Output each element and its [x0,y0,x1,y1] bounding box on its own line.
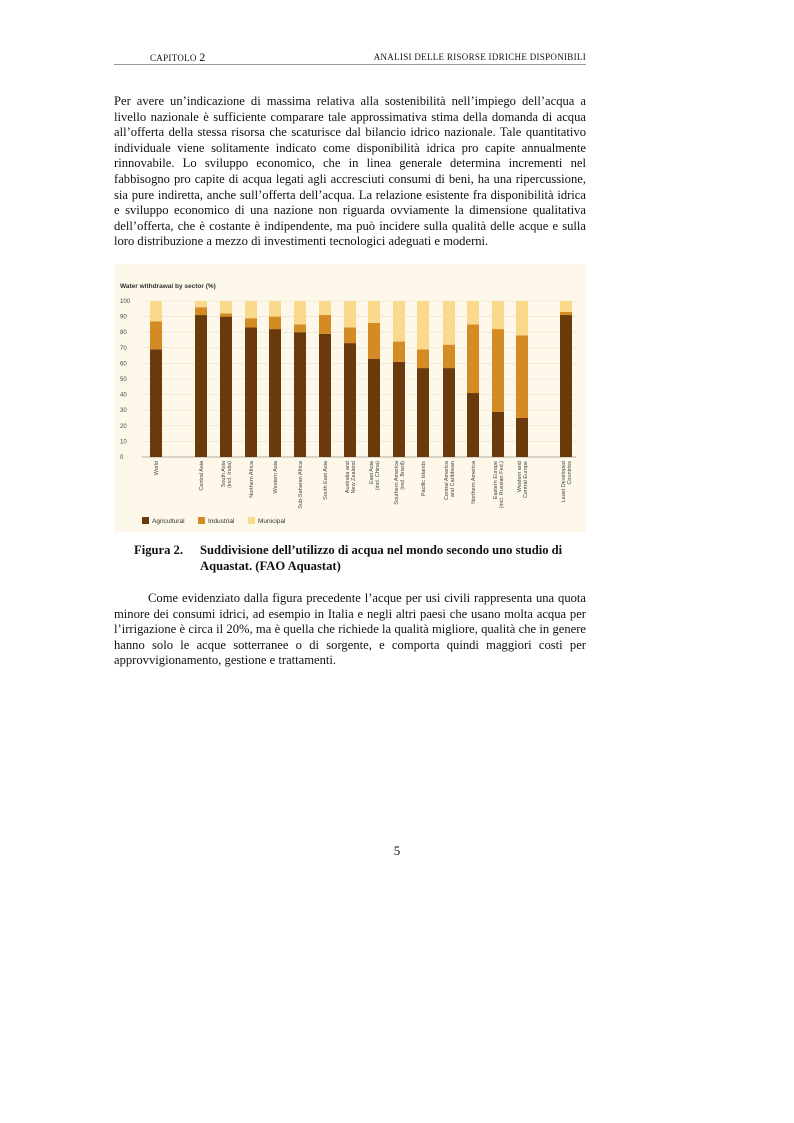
bar-segment-agricultural [344,343,356,457]
x-tick-label-text [444,460,456,500]
bar-segment-industrial [393,342,405,362]
bar-segment-agricultural [516,418,528,457]
bar-segment-industrial [443,345,455,368]
running-header [114,48,586,65]
x-tick-label-line: Countries [567,461,573,485]
bar-segment-municipal [294,301,306,324]
paragraph-intro: Per avere un’indicazione di massima relativa alla sostenibilità nell’impiego dell’acqua a livello nazionale è sufficiente comparare tale approssimativa stima della domanda di acqua all’offerta della stessa risorsa che scaturisce dal bilancio idrico nazionale. Tale quantitativo individuale viene solitamente indicato come disponibilità idrica pro capite annualmente rinnovabile. Lo sviluppo economico, che in linea generale determina incrementi nel fabbisogno pro capite di acqua legati agli accresciuti consumi di beni, ha una ripercussione, sia pure indiretta, anche sull’offerta dell’acqua. La relazione esistente fra disponibilità idrica e sviluppo economico di una nazione non riguarda ovviamente la dimensione qualitativa dell’offerta, che è costante è indipendente, ma può incidere sulla qualità delle acque e sulla loro distribuzione a mezzo di investimenti tecnologici adeguati e moderni. [114,94,586,249]
bar-segment-industrial [344,328,356,344]
bar-segment-municipal [393,301,405,342]
x-tick-label-line: (incl. Brazil) [400,461,406,490]
x-tick-label [199,460,205,491]
y-tick-label: 0 [120,455,124,461]
y-tick-label: 20 [120,423,127,430]
bar-segment-municipal [195,301,207,307]
x-tick-label [221,460,233,488]
bar-segment-municipal [492,301,504,329]
y-tick-label: 80 [120,330,127,337]
bar-segment-industrial [417,349,429,368]
bar-segment-industrial [269,317,281,329]
x-tick-label-line: South Asia [221,461,227,488]
x-tick-label-text [249,460,255,498]
x-tick-label [444,460,456,500]
bar-segment-agricultural [467,393,479,457]
x-tick-label [273,460,279,493]
chapter-label: CAPITOLO 2 [150,50,206,64]
x-tick-label-text [471,460,477,504]
bar-segment-industrial [319,315,331,334]
x-tick-label-line: and Caribbean [450,461,456,498]
bar-segment-agricultural [368,359,380,457]
legend-label: Agricultural [152,518,185,525]
x-tick-label-text [394,460,406,505]
legend-swatch-industrial [198,517,205,524]
x-tick-label [421,461,427,496]
section-title: ANALISI DELLE RISORSE IDRICHE DISPONIBILI [373,52,586,62]
x-tick-label-line: Western Asia [273,461,279,494]
x-tick-label [298,460,304,509]
x-tick-label-line: Pacific Islands [421,461,427,497]
x-tick-label-text [323,460,329,500]
bar-segment-industrial [467,324,479,393]
bar-segment-municipal [417,301,429,349]
x-tick-label-text [298,460,304,509]
x-tick-label-line: Northern Africa [249,461,255,498]
x-tick-label [394,460,406,505]
x-tick-label [249,460,255,498]
x-tick-label-text [221,460,233,488]
bar-segment-industrial [368,323,380,359]
bar-segment-municipal [245,301,257,318]
y-tick-label: 100 [120,299,131,305]
bar-segment-municipal [467,301,479,324]
x-tick-label-line: Northern America [471,461,477,504]
bar-segment-industrial [516,335,528,418]
x-tick-label-line: Sub-Saharan Africa [298,461,304,509]
x-tick-label-text [199,460,205,491]
legend-swatch-agricultural [142,517,149,524]
bar-segment-municipal [443,301,455,345]
y-tick-label: 40 [120,392,127,399]
x-tick-label-line: Southern America [394,461,400,505]
x-tick-label-line: (incl. Russian Fed.) [499,461,505,509]
bar-segment-industrial [245,318,257,327]
x-tick-label [323,460,329,500]
bar-segment-agricultural [269,329,281,457]
legend-label: Municipal [258,518,286,525]
bar-segment-municipal [319,301,331,315]
paragraph-discussion: Come evidenziato dalla figura precedente l’acque per usi civili rappresenta una quota minore dei consumi idrici, ad esempio in Italia e negli altri paesi che usano molta acqua per l’irrigazione è circa il 20%, ma è quella che richiede la qualità migliore, qualità che in genere hanno solo le acque sotterranee o di sorgente, e comporta quindi maggiori costi per approvvigionamento, gestione e trattamenti. [114,591,586,668]
caption-text: Suddivisione dell’utilizzo di acqua nel mondo secondo uno studio di Aquastat. (FAO Aquastat) [200,543,563,573]
y-tick-label: 70 [120,345,127,352]
legend-swatch-municipal [248,517,255,524]
bar-segment-municipal [269,301,281,317]
bar-segment-agricultural [492,412,504,457]
bar-segment-industrial [150,321,162,349]
x-tick-label-line: Eastern Europe [493,461,499,500]
x-tick-label-line: Central Asia [199,461,205,491]
legend-label: Industrial [208,518,235,525]
y-tick-label: 10 [120,439,127,446]
x-tick-label-line: Central America [444,461,450,501]
x-tick-label-line: World [154,461,160,476]
x-tick-label-text [345,461,357,493]
x-tick-label-line: East Asia [369,461,375,484]
bar-segment-agricultural [417,368,429,457]
bar-segment-municipal [368,301,380,323]
bar-segment-agricultural [294,332,306,457]
caption-label: Figura 2. [134,543,183,557]
x-tick-label [154,461,160,475]
chart-title: Water withdrawal by sector (%) [120,283,216,290]
bar-segment-agricultural [195,315,207,457]
x-tick-label-text [154,461,160,475]
x-tick-label [561,461,573,503]
page-number: 5 [393,843,401,858]
bar-segment-agricultural [220,317,232,457]
bar-segment-industrial [294,324,306,332]
x-tick-label-line: South East Asia [323,461,329,500]
bar-segment-industrial [560,312,572,315]
x-tick-label [369,460,381,490]
bar-segment-agricultural [245,328,257,457]
x-tick-label-text [517,461,529,498]
y-tick-label: 30 [120,408,127,415]
bar-segment-industrial [492,329,504,412]
x-tick-label-text [273,460,279,493]
x-tick-label [471,460,477,504]
chart-svg [114,264,586,532]
y-tick-label: 90 [120,314,127,321]
x-tick-label-text [421,461,427,496]
bar-segment-agricultural [560,315,572,457]
x-tick-label-line: Western and [517,461,523,493]
y-tick-label: 60 [120,361,127,368]
x-tick-label-line: New Zealand [351,461,357,494]
x-tick-label-text [561,461,573,503]
x-tick-label-line: (incl. China) [375,461,381,491]
bar-segment-industrial [195,307,207,315]
bar-segment-municipal [150,301,162,321]
x-tick-label-line: Australia and [345,461,351,494]
bar-segment-agricultural [393,362,405,457]
bar-segment-municipal [220,301,232,313]
bar-segment-municipal [560,301,572,312]
x-tick-label-line: Central Europe [523,461,529,498]
bar-segment-municipal [344,301,356,328]
bar-segment-industrial [220,313,232,316]
bar-segment-agricultural [319,334,331,457]
x-tick-label-text [369,460,381,490]
x-tick-label-text [493,461,505,509]
x-tick-label-line: (incl. India) [227,461,233,488]
bar-segment-agricultural [443,368,455,457]
x-tick-label-line: Least Developed [561,461,567,503]
x-tick-label [345,461,357,493]
bar-segment-municipal [516,301,528,335]
bar-segment-agricultural [150,349,162,457]
y-tick-label: 50 [120,377,127,383]
x-tick-label [517,461,529,498]
x-tick-label [493,461,505,509]
water-withdrawal-chart [114,264,586,532]
